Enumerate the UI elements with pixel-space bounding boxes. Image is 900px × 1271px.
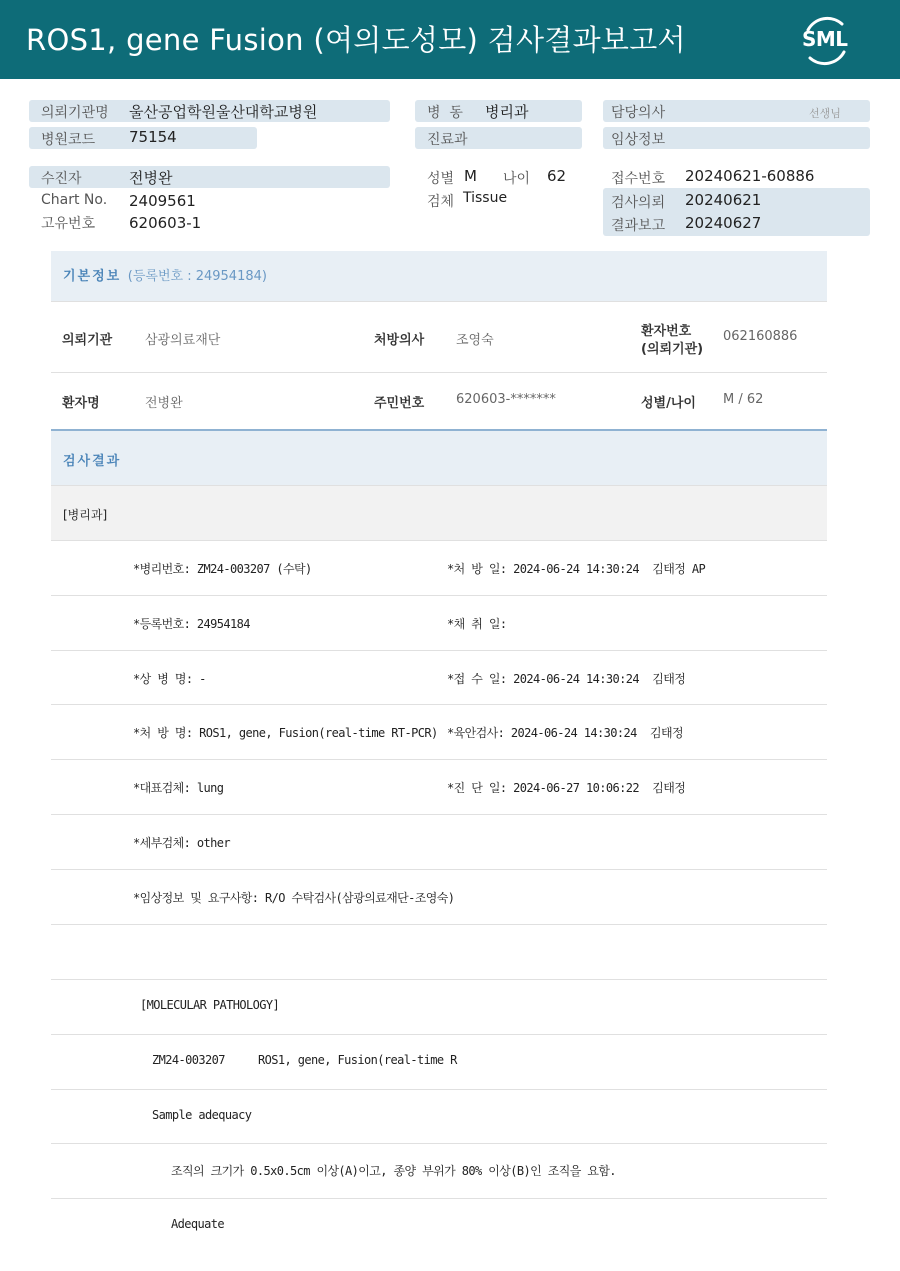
chart-value: 2409561 (129, 192, 196, 210)
patient-no-label: 환자번호 (641, 324, 692, 339)
divider (51, 1089, 827, 1090)
result-field-left: *상 병 명: - (133, 672, 206, 686)
chart-label: Chart No. (41, 192, 108, 208)
ward-value: 병리과 (485, 103, 529, 121)
molecular-line: ZM24-003207 ROS1, gene, Fusion(real-time R (152, 1053, 457, 1067)
patient-value: 전병완 (129, 169, 173, 187)
institution-value: 삼광의료재단 (145, 333, 221, 348)
divider (51, 979, 827, 980)
logo-text: SML (802, 27, 848, 51)
patient-no-value: 062160886 (723, 329, 798, 344)
dept-row (51, 486, 827, 540)
request-label: 검사의뢰 (611, 195, 666, 211)
divider (51, 924, 827, 925)
result-field-right: *진 단 일: 2024-06-27 10:06:22 김태정 (447, 781, 686, 795)
report-label: 결과보고 (611, 218, 666, 234)
basic-info-header (51, 251, 827, 301)
specimen-label: 검체 (427, 194, 455, 210)
requester-value: 울산공업학원울산대학교병원 (129, 103, 318, 121)
receipt-value: 20240621-60886 (685, 167, 815, 185)
patient-bar (29, 166, 390, 188)
result-field-right: *육안검사: 2024-06-24 14:30:24 김태정 (447, 726, 683, 740)
dept-label: 진료과 (427, 132, 468, 148)
result-field-left: *대표검체: lung (133, 781, 224, 795)
doctor-suffix: 선생님 (809, 107, 841, 120)
results-title: 검사결과 (63, 454, 122, 469)
hospital-code-value: 75154 (129, 128, 177, 146)
sex-age-label: 성별/나이 (641, 396, 696, 411)
result-field-left: *병리번호: ZM24-003207 (수탁) (133, 562, 312, 576)
divider (51, 814, 827, 815)
result-field-right: *처 방 일: 2024-06-24 14:30:24 김태정 AP (447, 562, 706, 576)
hospital-code-label: 병원코드 (41, 132, 96, 148)
specimen-value: Tissue (463, 190, 508, 206)
adequacy-label: Sample adequacy (152, 1108, 252, 1122)
divider (51, 1198, 827, 1199)
divider (51, 372, 827, 373)
sex-age-value: M / 62 (723, 392, 764, 407)
result-field-left: *세부검체: other (133, 836, 230, 850)
request-value: 20240621 (685, 191, 762, 209)
divider (51, 1034, 827, 1035)
clinical-label: 임상정보 (611, 132, 666, 148)
divider (51, 595, 827, 596)
adequacy-value: Adequate (171, 1217, 224, 1231)
patient-name-label: 환자명 (62, 396, 100, 411)
ward-label: 병 동 (427, 105, 463, 121)
registration-number: (등록번호 : 24954184) (127, 269, 267, 284)
report-header (0, 0, 900, 79)
divider (51, 759, 827, 760)
result-field-left: *등록번호: 24954184 (133, 617, 250, 631)
patient-label: 수진자 (41, 171, 82, 187)
basic-info-title: 기본정보 (등록번호 : 24954184) (63, 269, 267, 284)
dept-tag: [병리과] (63, 508, 108, 522)
unique-label: 고유번호 (41, 216, 96, 232)
age-label: 나이 (503, 171, 531, 187)
patient-name-value: 전병완 (145, 396, 183, 411)
divider (51, 540, 827, 541)
receipt-label: 접수번호 (611, 171, 666, 187)
divider (51, 1143, 827, 1144)
prescriber-label: 처방의사 (374, 333, 425, 348)
patient-no-sublabel: (의뢰기관) (641, 342, 704, 357)
sex-value: M (464, 167, 477, 185)
doctor-label: 담당의사 (611, 105, 666, 121)
divider (51, 650, 827, 651)
rrn-value: 620603-******* (456, 392, 556, 407)
divider (51, 869, 827, 870)
unique-value: 620603-1 (129, 214, 202, 232)
result-field-left: *처 방 명: ROS1, gene, Fusion(real-time RT-PCR) (133, 726, 438, 740)
sml-logo (798, 12, 854, 68)
report-title: ROS1, gene Fusion (여의도성모) 검사결과보고서 (26, 23, 686, 57)
sex-label: 성별 (427, 171, 455, 187)
result-field-left: *임상정보 및 요구사항: R/O 수탁검사(삼광의료재단-조영숙) (133, 891, 455, 905)
institution-label: 의뢰기관 (62, 333, 113, 348)
molecular-title: [MOLECULAR PATHOLOGY] (140, 998, 280, 1012)
result-field-right: *채 취 일: (447, 617, 507, 631)
requester-label: 의뢰기관명 (41, 105, 109, 121)
age-value: 62 (547, 167, 567, 185)
divider (51, 301, 827, 302)
results-header (51, 429, 827, 485)
report-value: 20240627 (685, 214, 762, 232)
rrn-label: 주민번호 (374, 396, 425, 411)
adequacy-note: 조직의 크기가 0.5x0.5cm 이상(A)이고, 종양 부위가 80% 이상(B)인 조직을 요함. (171, 1164, 616, 1178)
divider (51, 704, 827, 705)
result-field-right: *접 수 일: 2024-06-24 14:30:24 김태정 (447, 672, 686, 686)
prescriber-value: 조영숙 (456, 333, 494, 348)
